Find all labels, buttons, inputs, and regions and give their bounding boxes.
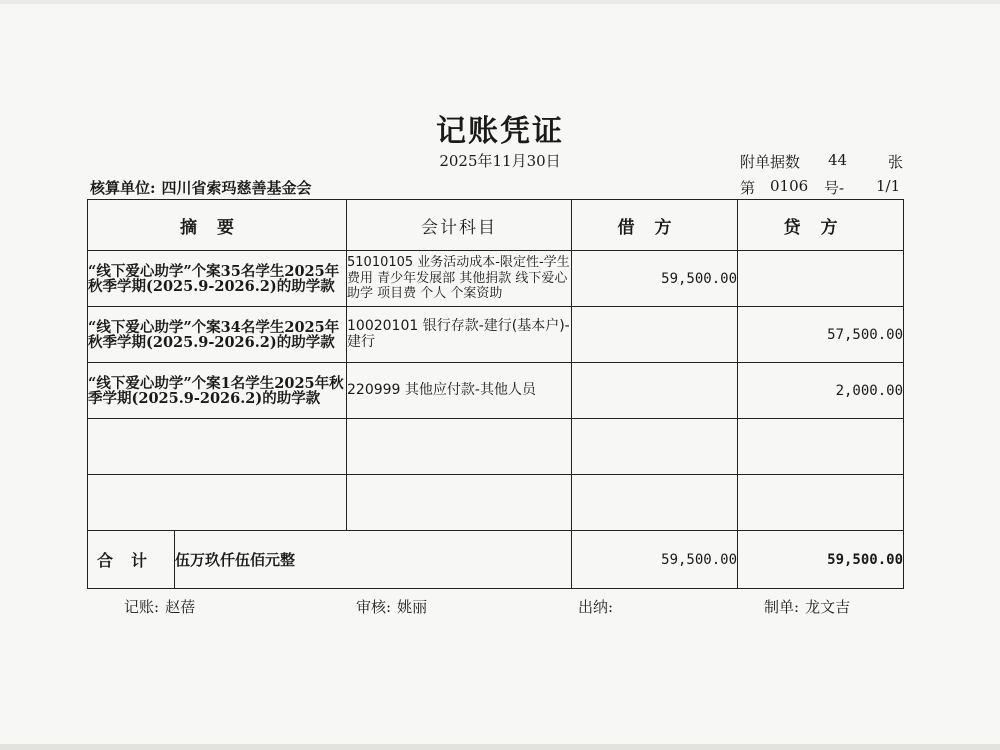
table-row (88, 307, 904, 363)
scan-edge-bottom (0, 744, 1000, 750)
scan-edge-top (0, 0, 1000, 4)
attachments-unit: 张 (888, 153, 904, 171)
accounting-unit-name: 四川省索玛慈善基金会 (161, 179, 312, 197)
accounting-unit-label: 核算单位: (90, 179, 156, 197)
bookkeeper-label: 记账: (124, 598, 160, 616)
row-subject: 51010105 业务活动成本-限定性-学生费用 青少年发展部 其他捐款 线下爱心助学 项目费 个人 个案资助 (347, 251, 572, 307)
cashier-signature (578, 596, 619, 617)
header-summary: 摘要 (88, 200, 347, 251)
bookkeeper-signature (124, 596, 195, 617)
voucher-number-prefix: 第 (740, 179, 756, 197)
row-subject: 10020101 银行存款-建行(基本户)-建行 (347, 307, 572, 363)
table-row-empty (88, 475, 904, 531)
row-summary: “线下爱心助学”个案35名学生2025年秋季学期(2025.9-2026.2)的助学款 (88, 251, 347, 307)
header-subject: 会计科目 (347, 200, 572, 251)
row-credit: 2,000.00 (738, 363, 904, 419)
attachments-label: 附单据数 (740, 153, 801, 171)
table-row (88, 251, 904, 307)
accounting-unit (90, 177, 312, 198)
row-subject: 220999 其他应付款-其他人员 (347, 363, 572, 419)
bookkeeper-name: 赵蓓 (165, 598, 196, 616)
total-label: 合计 (88, 531, 175, 589)
preparer-label: 制单: (764, 598, 800, 616)
table-row-empty (88, 419, 904, 475)
attachments-number: 44 (828, 151, 848, 169)
table-header-row (88, 200, 904, 251)
row-credit: 57,500.00 (738, 307, 904, 363)
table-row (88, 363, 904, 419)
reviewer-signature (356, 596, 427, 617)
total-credit: 59,500.00 (738, 531, 904, 589)
cashier-label: 出纳: (578, 598, 614, 616)
row-summary: “线下爱心助学”个案1名学生2025年秋季学期(2025.9-2026.2)的助学款 (88, 363, 347, 419)
total-in-words: 伍万玖仟伍佰元整 (175, 531, 572, 589)
row-summary: “线下爱心助学”个案34名学生2025年秋季学期(2025.9-2026.2)的助学款 (88, 307, 347, 363)
voucher-number-value: 0106 (770, 177, 809, 195)
voucher-table (87, 199, 904, 589)
total-row (88, 531, 904, 589)
header-debit: 借方 (572, 200, 738, 251)
reviewer-name: 姚丽 (397, 598, 428, 616)
reviewer-label: 审核: (356, 598, 392, 616)
preparer-name: 龙文吉 (805, 598, 851, 616)
row-debit (572, 363, 738, 419)
row-credit (738, 251, 904, 307)
header-credit: 贷方 (738, 200, 904, 251)
voucher-title: 记账凭证 (436, 114, 564, 149)
total-debit: 59,500.00 (572, 531, 738, 589)
row-debit: 59,500.00 (572, 251, 738, 307)
voucher-date: 2025年11月30日 (439, 152, 561, 170)
preparer-signature (764, 596, 850, 617)
voucher-number-suffix: 号- (824, 179, 845, 197)
row-debit (572, 307, 738, 363)
voucher-page: 1/1 (876, 177, 901, 195)
